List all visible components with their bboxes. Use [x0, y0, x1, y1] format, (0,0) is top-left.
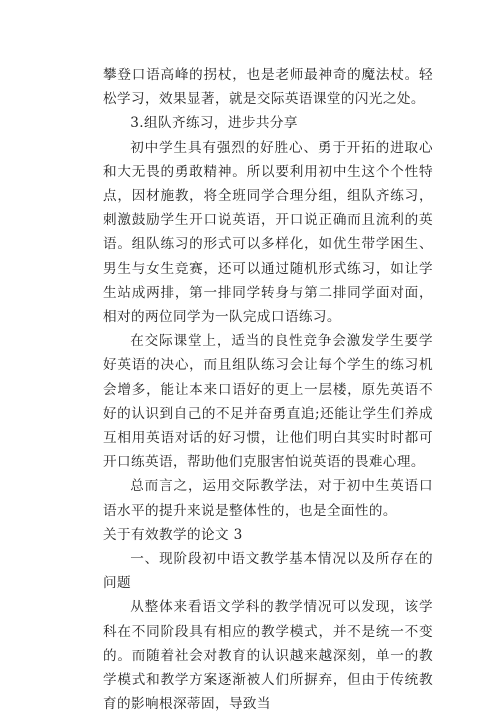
paragraph-group-practice: 初中学生具有强烈的好胜心、勇于开拓的进取心和大无畏的勇敢精神。所以要利用初中生这个个性特点，因材施教，将全班同学合理分组，组队齐练习，刺激鼓励学生开口说英语，开口说正确而且流利的英语。组队练习的形式可以多样化，如优生带学困生、男生与女生竞赛，还可以通过随机形式练习，如让学生站成两排，第一排同学转身与第二排同学面对面，相对的两位同学为一队完成口语练习。 — [103, 139, 433, 326]
paragraph-teaching-overview: 从整体来看语文学科的教学情况可以发现，该学科在不同阶段具有相应的教学模式，并不是统一不变的。而随着社会对教育的认识越来越深刻，单一的教学模式和教学方案逐渐被人们所摒弃，但由于传统教育的影响根深蒂固，导致当 — [103, 599, 433, 713]
paragraph-conclusion: 总而言之，运用交际教学法，对于初中生英语口语水平的提升来说是整体性的，也是全面性的。 — [103, 478, 433, 519]
section-heading-1: 一、现阶段初中语文教学基本情况以及所存在的问题 — [103, 551, 433, 592]
paragraph-classroom-competition: 在交际课堂上，适当的良性竞争会激发学生要学好英语的决心，而且组队练习会让每个学生的练习机会增多，能让本来口语好的更上一层楼，原先英语不好的认识到自己的不足并奋勇直追;还能让学生们养成互相用英语对话的好习惯，让他们明白其实时时都可开口练英语，帮助他们克服害怕说英语的畏难心理。 — [103, 333, 433, 471]
paragraph-continuation: 攀登口语高峰的拐杖，也是老师最神奇的魔法杖。轻松学习，效果显著，就是交际英语课堂的闪光之处。 — [103, 67, 433, 108]
article-title: 关于有效教学的论文 3 — [103, 526, 243, 543]
document-body — [103, 63, 433, 716]
section-heading-3: 3.组队齐练习，进步共分享 — [130, 115, 298, 132]
